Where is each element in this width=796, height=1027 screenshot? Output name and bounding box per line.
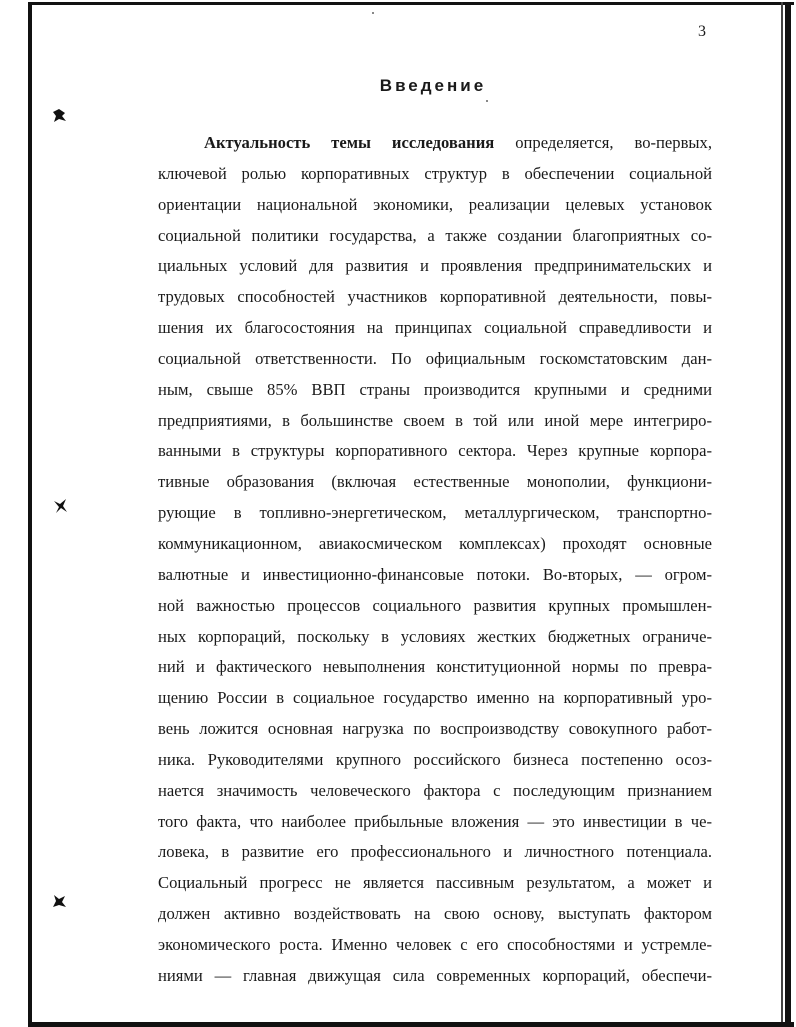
text-line: Социальный прогресс не является пассивным результатом, а может и	[158, 873, 712, 893]
text-line: ных корпораций, поскольку в условиях жестких бюджетных ограниче-	[158, 626, 712, 646]
page-number: 3	[698, 23, 706, 40]
scan-border-left	[28, 2, 32, 1027]
first-line-rest: определяется, во-первых,	[494, 133, 712, 152]
text-line: социальной ответственности. По официальным госкомстатовским дан-	[158, 348, 712, 368]
scan-border-right-inner	[781, 2, 783, 1027]
page-heading: Введение	[379, 76, 487, 95]
text-line: тивные образования (включая естественные монополии, функциони-	[158, 472, 712, 492]
text-line: должен активно воздействовать на свою основу, выступать фактором	[158, 904, 712, 924]
binding-hole-mark-middle	[52, 497, 70, 515]
text-line: ника. Руководителями крупного российского бизнеса постепенно осоз-	[158, 749, 712, 769]
text-line: ориентации национальной экономики, реализации целевых установок	[158, 194, 712, 214]
scan-speck	[372, 12, 374, 14]
lead-phrase: Актуальность темы исследования	[204, 133, 495, 152]
text-line: ний и фактического невыполнения конституционной нормы по превра-	[158, 657, 712, 677]
text-line: трудовых способностей участников корпоративной деятельности, повы-	[158, 287, 712, 307]
text-line: ловека, в развитие его профессионального и личностного потенциала.	[158, 842, 712, 862]
text-line: экономического роста. Именно человек с его способностями и устремле-	[158, 934, 712, 954]
binding-hole-mark-bottom	[50, 892, 68, 910]
text-line: ванными в структуры корпоративного сектора. Через крупные корпора-	[158, 441, 712, 461]
scan-border-bottom	[28, 1022, 794, 1027]
text-line: ниями — главная движущая сила современных корпораций, обеспечи-	[158, 965, 712, 985]
scan-border-right	[785, 2, 791, 1027]
scan-border-top	[28, 2, 794, 5]
text-line: рующие в топливно-энергетическом, металлургическом, транспортно-	[158, 503, 712, 523]
text-line: ключевой ролью корпоративных структур в обеспечении социальной	[158, 163, 712, 183]
text-line: коммуникационном, авиакосмическом комплексах) проходят основные	[158, 533, 712, 553]
text-line: ным, свыше 85% ВВП страны производится крупными и средними	[158, 379, 712, 399]
text-line: валютные и инвестиционно-финансовые потоки. Во-вторых, — огром-	[158, 564, 712, 584]
text-line: того факта, что наиболее прибыльные вложения — это инвестиции в че-	[158, 811, 712, 831]
scan-speck	[486, 100, 488, 102]
text-line: щению России в социальное государство именно на корпоративный уро-	[158, 688, 712, 708]
text-line-first	[158, 128, 712, 159]
text-line: вень ложится основная нагрузка по воспроизводству совокупного работ-	[158, 719, 712, 739]
binding-hole-mark-top	[50, 107, 68, 125]
text-line: социальной политики государства, а также создании благоприятных со-	[158, 225, 712, 245]
text-line: шения их благосостояния на принципах социальной справедливости и	[158, 318, 712, 338]
text-line: предприятиями, в большинстве своем в той или иной мере интегриро-	[158, 410, 712, 430]
text-line: нается значимость человеческого фактора с последующим признанием	[158, 780, 712, 800]
text-line: ной важностью процессов социального развития крупных промышлен-	[158, 595, 712, 615]
body-paragraph	[158, 128, 712, 992]
text-line: циальных условий для развития и проявления предпринимательских и	[158, 256, 712, 276]
